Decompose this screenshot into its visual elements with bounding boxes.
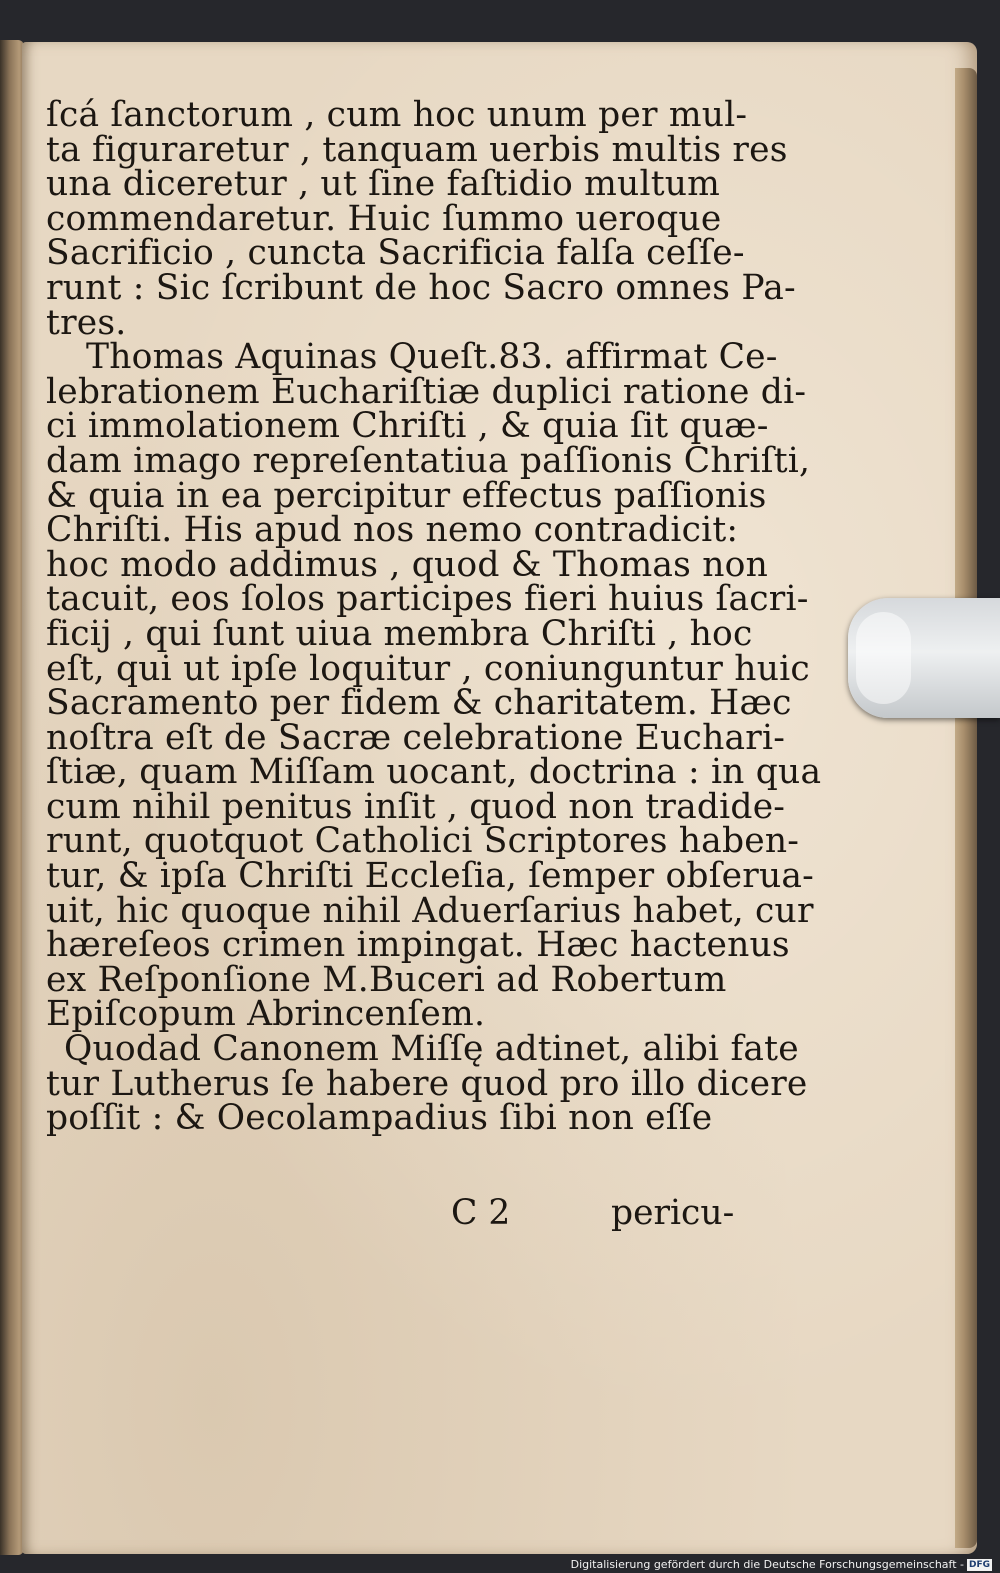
text-line: ex Reſponſione M.Buceri ad Robertum (46, 959, 727, 1000)
page-right-edge (955, 68, 977, 1548)
text-line: ta figuraretur , tanquam uerbis multis res (46, 129, 788, 170)
text-line: tres. (46, 302, 127, 343)
page-text (46, 95, 822, 1139)
text-line: lebrationem Euchariſtiæ duplici ratione di- (46, 371, 807, 412)
text-line: Epiſcopum Abrincenſem. (46, 994, 486, 1035)
catchword: pericu- (611, 1193, 735, 1233)
dfg-logo: DFG (968, 1559, 990, 1570)
text-line: tur Lutherus ſe habere quod pro illo dicere (46, 1063, 808, 1104)
text-line: Sacramento per fidem & charitatem. Hæc (46, 683, 792, 724)
text-line: tur, & ipſa Chriſti Eccleſia, ſemper obſerua- (46, 856, 815, 897)
signature-line (46, 1193, 735, 1233)
left-page-edge (0, 40, 24, 1555)
text-line: Thomas Aquinas Queſt.83. affirmat Ce- (86, 337, 778, 378)
text-line: hæreſeos crimen impingat. Hæc hactenus (46, 925, 790, 966)
text-line: hoc modo addimus , quod & Thomas non (46, 544, 769, 585)
text-line: runt, quotquot Catholici Scriptores haben- (46, 821, 800, 862)
page-tab-clip (848, 598, 1000, 718)
credit-text: Digitalisierung gefördert durch die Deutsche Forschungsgemeinschaft - (570, 1558, 964, 1571)
signature-mark: C 2 (451, 1193, 511, 1233)
text-line: & quia in ea percipitur effectus paſſionis (46, 475, 767, 516)
text-line: ſcá ſanctorum , cum hoc unum per mul- (46, 95, 748, 135)
text-line: Chriſti. His apud nos nemo contradicit: (46, 510, 739, 551)
text-line: dam imago repreſentatiua paſſionis Chriſti, (46, 440, 811, 481)
text-line: Sacrificio , cuncta Sacrificia falſa ceſſe- (46, 233, 745, 274)
text-line: uit, hic quoque nihil Aduerſarius habet, cur (46, 890, 814, 931)
text-line: tacuit, eos ſolos participes fieri huius ſacri- (46, 579, 809, 620)
text-line: ſtiæ, quam Miſſam uocant, doctrina : in qua (46, 752, 822, 793)
text-line: Quodad Canonem Miſſę adtinet, alibi fate (64, 1029, 799, 1070)
text-line: cum nihil penitus inſit , quod non tradide- (46, 786, 786, 827)
text-line: ci immolationem Chriſti , & quia ſit quæ- (46, 406, 769, 447)
text-line: ficij , qui ſunt uiua membra Chriſti , hoc (46, 613, 753, 654)
text-line: noſtra eſt de Sacræ celebratione Euchari- (46, 717, 786, 758)
text-line: runt : Sic ſcribunt de hoc Sacro omnes Pa- (46, 267, 796, 308)
digitization-credit (571, 1558, 992, 1571)
text-line: eſt, qui ut ipſe loquitur , coniunguntur huic (46, 648, 810, 689)
text-line: commendaretur. Huic ſummo ueroque (46, 198, 722, 239)
text-line: una diceretur , ut ſine faſtidio multum (46, 164, 721, 205)
text-line: poſſit : & Oecolampadius ſibi non eſſe (46, 1098, 713, 1139)
